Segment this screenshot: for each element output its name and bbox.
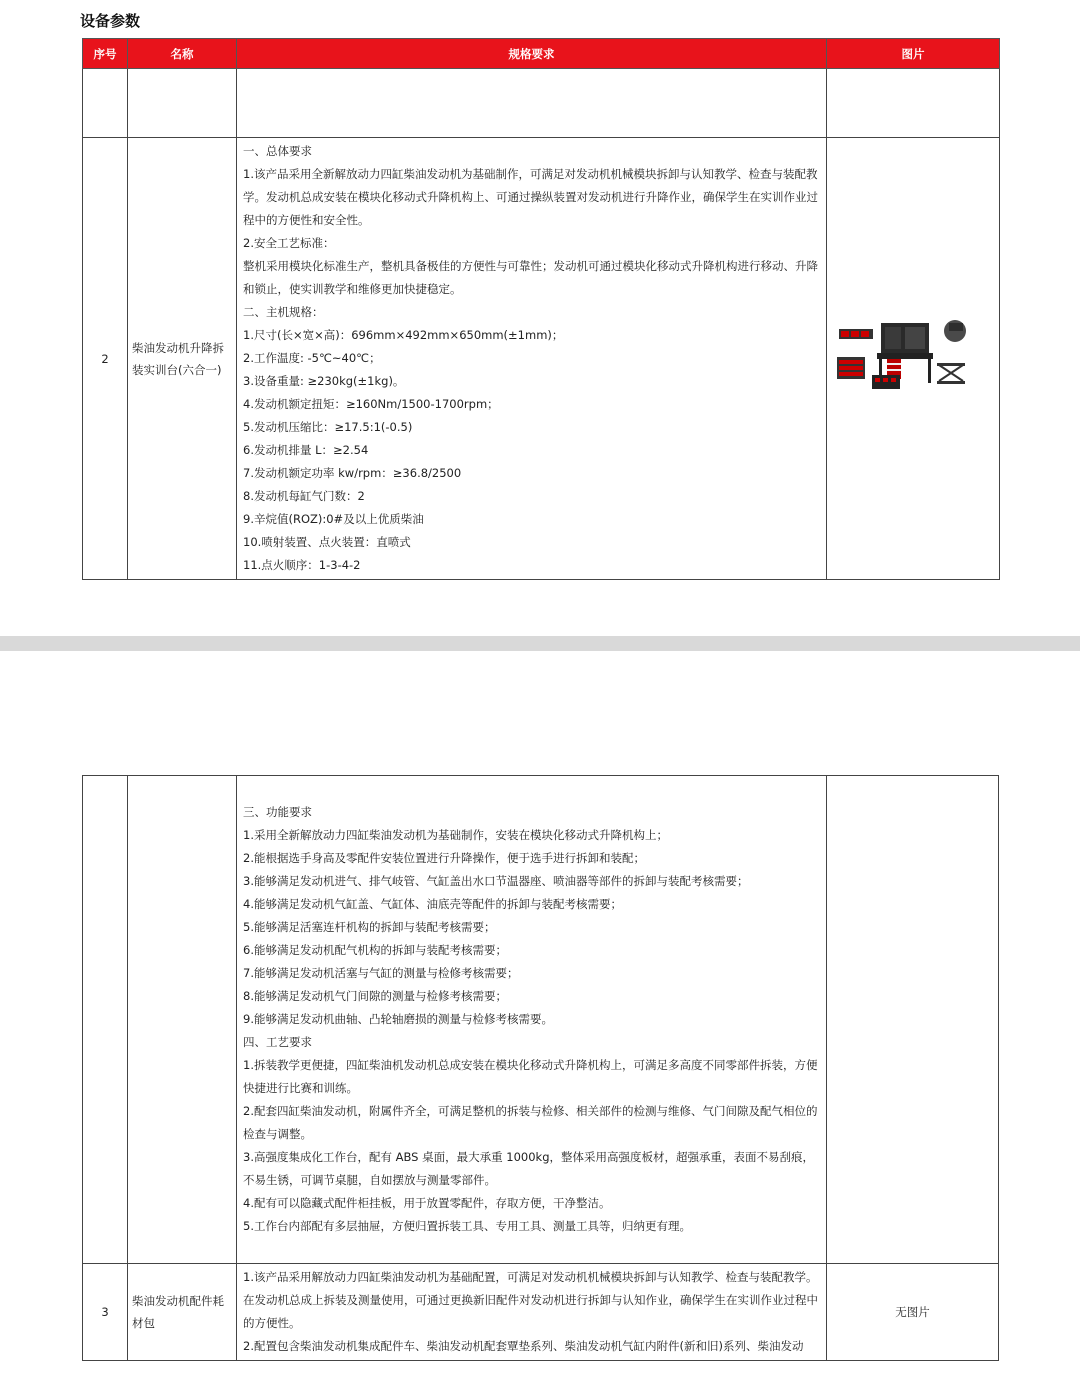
- spec-line: 二、主机规格：: [243, 305, 324, 319]
- spec-line: 2.安全工艺标准：: [243, 236, 335, 250]
- blank-cell: [83, 69, 128, 138]
- spec-line: 5.工作台内部配有多层抽屉，方便归置拆装工具、专用工具、测量工具等，归纳更有理。: [243, 1219, 691, 1233]
- table-row-2-continued: [83, 776, 999, 1264]
- blank-cell: [83, 776, 128, 1264]
- spec-cell: [237, 776, 827, 1264]
- spec-line: 1.该产品采用全新解放动力四缸柴油发动机为基础制作，可满足对发动机机械模块拆卸与认知教学、检查与装配教学。发动机总成安装在模块化移动式升降机构上、可通过操纵装置对发动机进行升降作业，确保学生在实训作业过程中的方便性和安全性。: [243, 167, 818, 227]
- row-number: 3: [83, 1264, 128, 1361]
- spec-line: 2.能根据选手身高及零配件安装位置进行升降操作，便于选手进行拆卸和装配；: [243, 851, 645, 865]
- table-row-blank: [83, 69, 1000, 138]
- header-spec: 规格要求: [237, 39, 827, 69]
- spec-line: 整机采用模块化标准生产，整机具备极佳的方便性与可靠性；发动机可通过模块化移动式升降机构进行移动、升降和锁止，使实训教学和维修更加快捷稳定。: [243, 259, 818, 296]
- spec-line: 1.采用全新解放动力四缸柴油发动机为基础制作，安装在模块化移动式升降机构上；: [243, 828, 668, 842]
- spec-line: 1.拆装教学更便捷，四缸柴油机发动机总成安装在模块化移动式升降机构上，可满足多高度不同零部件拆装，方便快捷进行比赛和训练。: [243, 1058, 818, 1095]
- spec-line: 3.高强度集成化工作台，配有 ABS 桌面，最大承重 1000kg，整体采用高强度板材，超强承重，表面不易刮痕，不易生锈，可调节桌腿，自如摆放与测量零部件。: [243, 1150, 815, 1187]
- table-row-3: [83, 1264, 999, 1361]
- blank-cell: [128, 776, 237, 1264]
- header-no: 序号: [83, 39, 128, 69]
- spec-line: 8.发动机每缸气门数：2: [243, 489, 365, 503]
- spec-line: 三、功能要求: [243, 805, 312, 819]
- spec-line: 4.发动机额定扭矩：≥160Nm/1500-1700rpm；: [243, 397, 499, 411]
- blank-cell: [128, 69, 237, 138]
- spec-cell: [237, 138, 827, 580]
- blank-cell: [827, 776, 999, 1264]
- header-image: 图片: [827, 39, 1000, 69]
- blank-cell: [827, 69, 1000, 138]
- spec-line: 6.发动机排量 L：≥2.54: [243, 443, 369, 457]
- spec-line: 4.能够满足发动机气缸盖、气缸体、油底壳等配件的拆卸与装配考核需要；: [243, 897, 622, 911]
- row-name: 柴油发动机升降拆装实训台(六合一): [132, 340, 224, 377]
- spec-line: 4.配有可以隐藏式配件柜挂板，用于放置零配件，存取方便，干净整洁。: [243, 1196, 611, 1210]
- spec-line: 5.能够满足活塞连杆机构的拆卸与装配考核需要；: [243, 920, 496, 934]
- spec-line: 5.发动机压缩比：≥17.5:1(-0.5): [243, 420, 413, 434]
- product-photo: [827, 309, 999, 409]
- spec-line: 2.配套四缸柴油发动机，附属件齐全，可满足整机的拆装与检修、相关部件的检测与维修、气门间隙及配气相位的检查与调整。: [243, 1104, 818, 1141]
- row-name: 柴油发动机配件耗材包: [132, 1294, 224, 1330]
- spec-line: 1.该产品采用解放动力四缸柴油发动机为基础配置，可满足对发动机机械模块拆卸与认知教学、检查与装配教学。在发动机总成上拆装及测量使用，可通过更换新旧配件对发动机进行拆卸与认知作业，确保学生在实训作业过程中的方便性。: [243, 1270, 818, 1330]
- table-row-2: [83, 138, 1000, 580]
- spec-line: 2.工作温度: -5℃~40℃；: [243, 351, 381, 365]
- spec-table-page1: [82, 38, 1000, 580]
- row-name-cell: [128, 138, 237, 580]
- workbench-engine-illustration: [827, 309, 999, 409]
- spec-line: 8.能够满足发动机气门间隙的测量与检修考核需要；: [243, 989, 507, 1003]
- spec-line: 3.设备重量: ≥230kg(±1kg)。: [243, 374, 405, 388]
- spec-line: 11.点火顺序：1-3-4-2: [243, 558, 361, 572]
- spec-line: 1.尺寸(长×宽×高)：696mm×492mm×650mm(±1mm)；: [243, 328, 564, 342]
- spec-table-page2: [82, 775, 999, 1361]
- page-title: 设备参数: [80, 12, 141, 30]
- spec-line: 7.发动机额定功率 kw/rpm：≥36.8/2500: [243, 466, 462, 480]
- spec-line: 9.能够满足发动机曲轴、凸轮轴磨损的测量与检修考核需要。: [243, 1012, 553, 1026]
- spec-line: 7.能够满足发动机活塞与气缸的测量与检修考核需要；: [243, 966, 519, 980]
- spec-cell: [237, 1264, 827, 1361]
- row-name-cell: [128, 1264, 237, 1361]
- spec-line: 2.配置包含柴油发动机集成配件车、柴油发动机配套覃垫系列、柴油发动机气缸内附件(新和旧)系列、柴油发动: [243, 1339, 804, 1353]
- table-header-row: [83, 39, 1000, 69]
- row-number: 2: [83, 138, 128, 580]
- blank-cell: [237, 69, 827, 138]
- image-cell: [827, 138, 1000, 580]
- spec-line: 6.能够满足发动机配气机构的拆卸与装配考核需要；: [243, 943, 507, 957]
- spec-line: 10.喷射装置、点火装置：直喷式: [243, 535, 411, 549]
- page-separator: [0, 636, 1080, 651]
- spec-line: 3.能够满足发动机进气、排气岐管、气缸盖出水口节温器座、喷油器等部件的拆卸与装配考核需要；: [243, 874, 749, 888]
- no-image-label: 无图片: [827, 1264, 999, 1361]
- spec-line: 四、工艺要求: [243, 1035, 312, 1049]
- spec-line: 9.辛烷值(ROZ):0#及以上优质柴油: [243, 512, 424, 526]
- spec-line: 一、总体要求: [243, 144, 312, 158]
- header-name: 名称: [128, 39, 237, 69]
